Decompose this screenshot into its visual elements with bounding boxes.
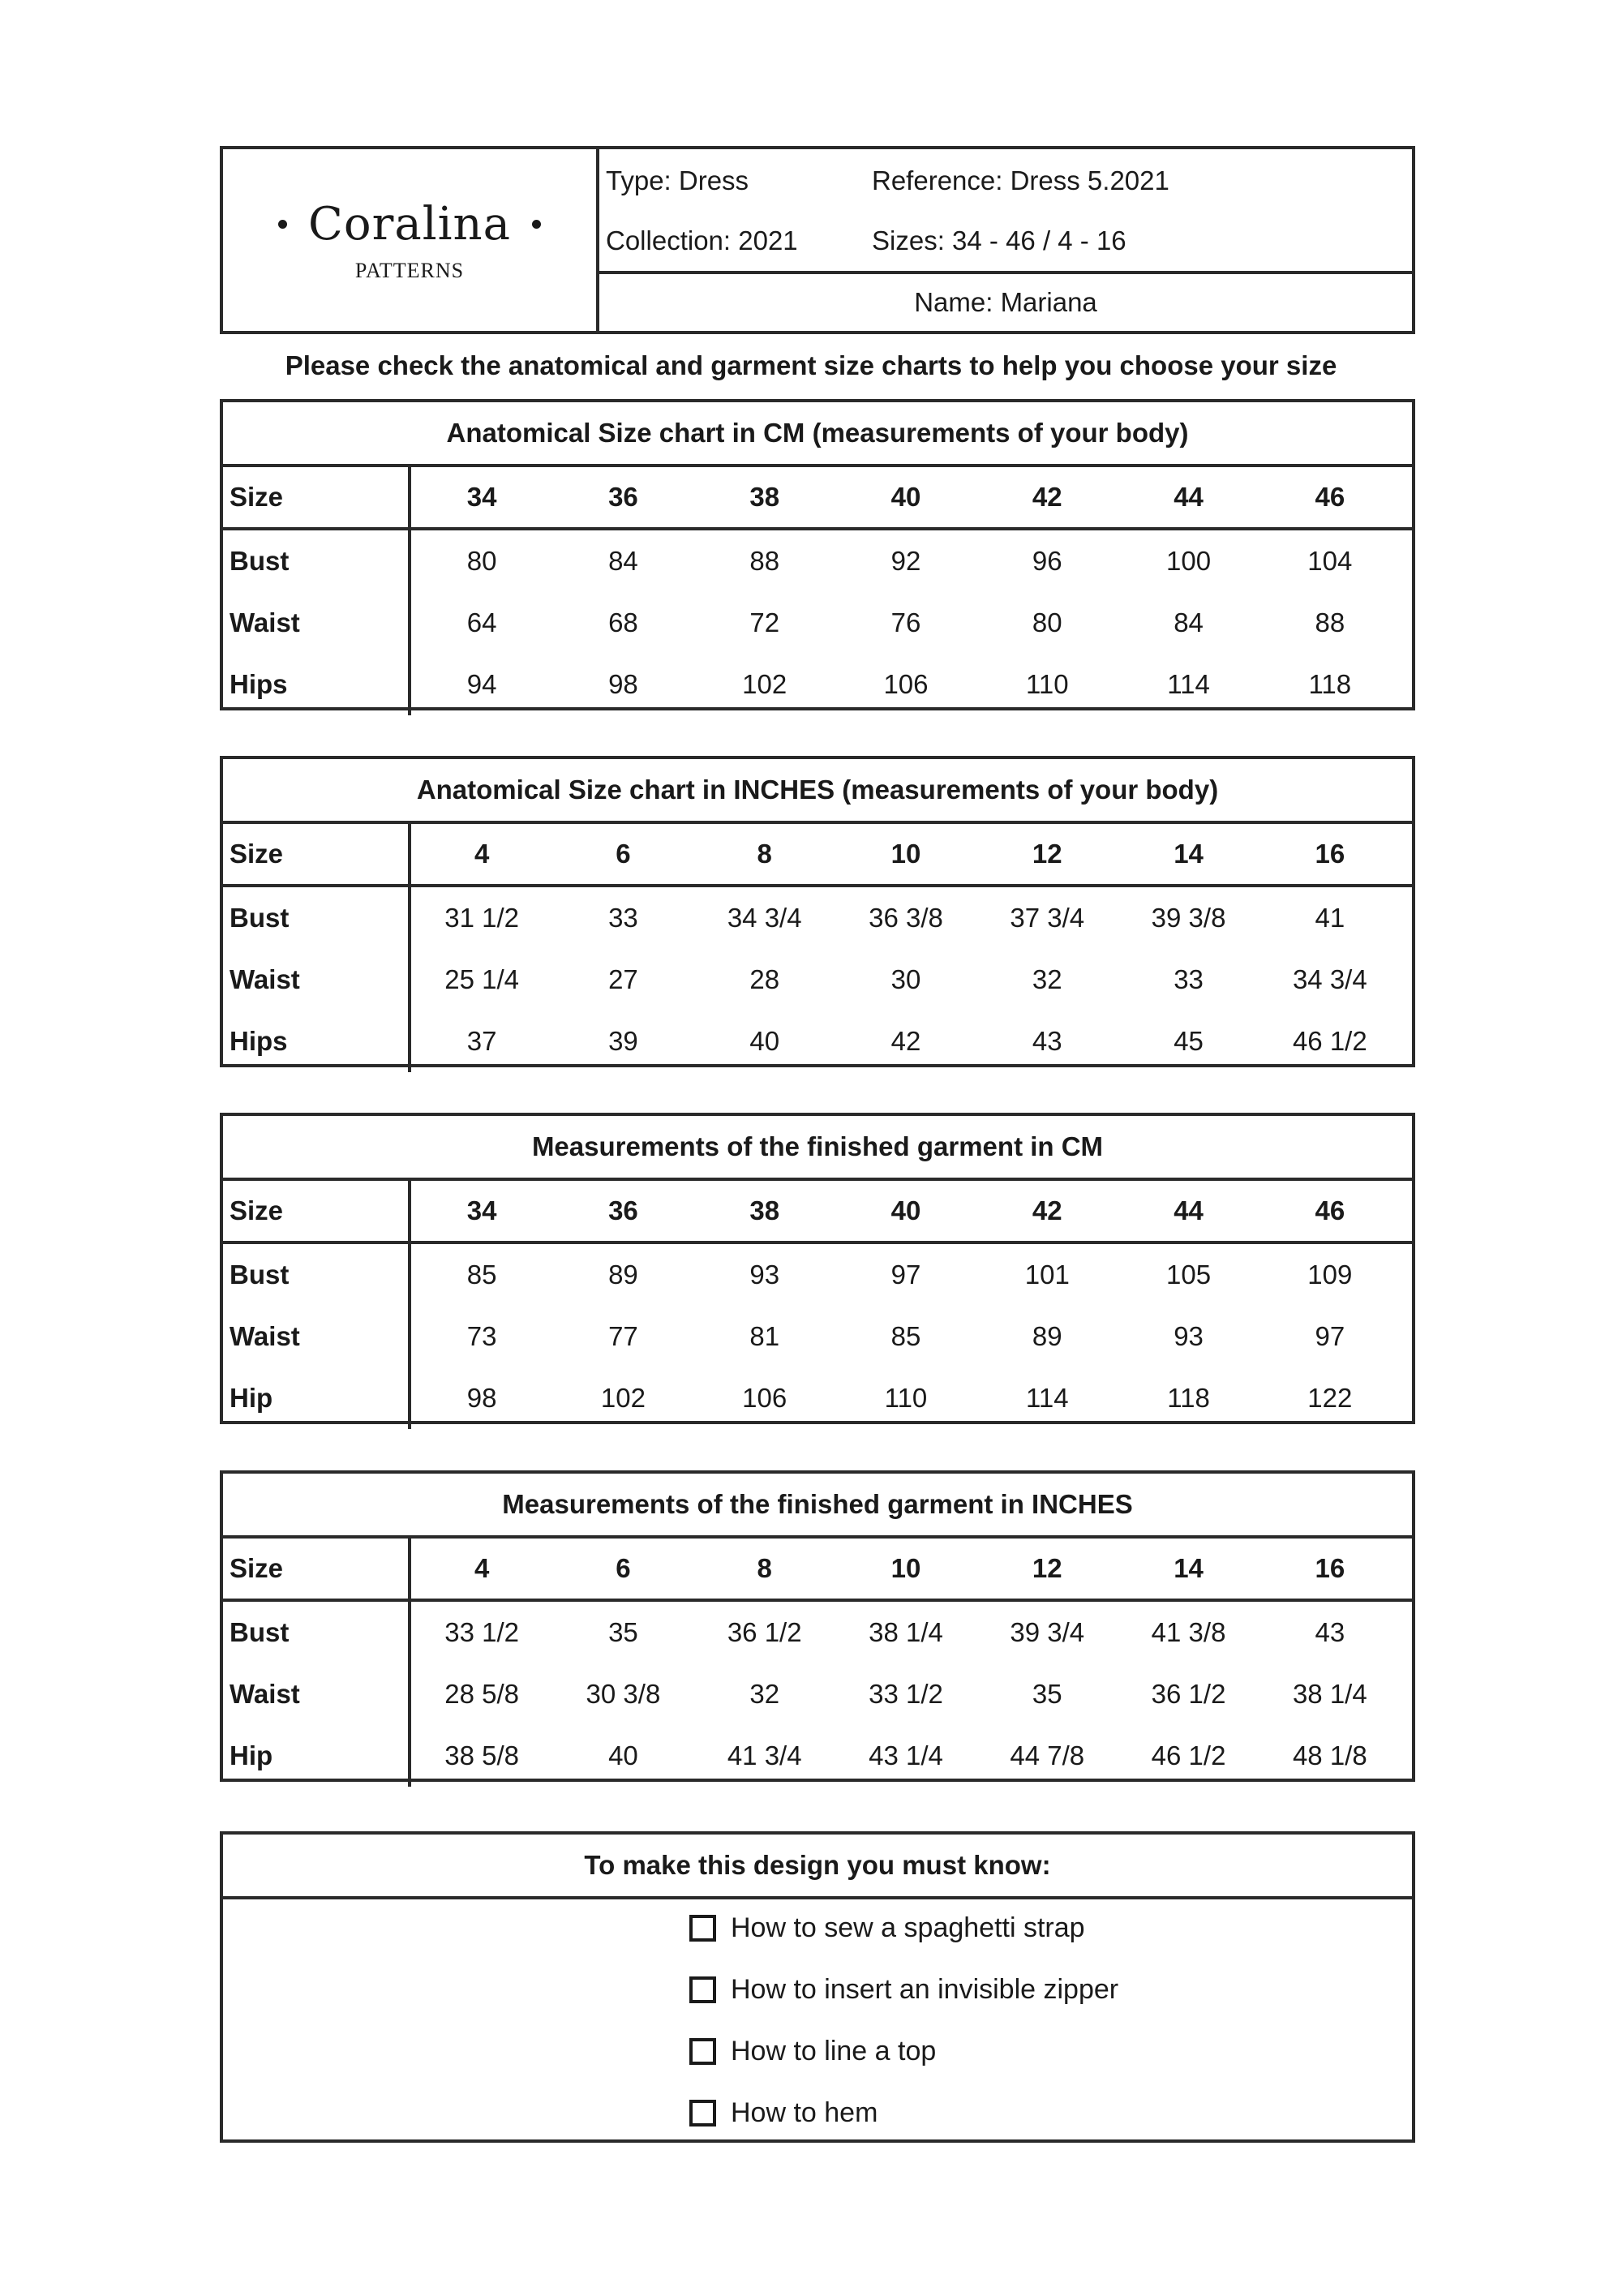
size-header-row bbox=[223, 1181, 1412, 1244]
measurement-cell: 28 bbox=[749, 964, 780, 994]
measurement-cell: 39 3/8 bbox=[1151, 903, 1226, 933]
measurement-cell: 96 bbox=[1032, 546, 1062, 576]
skill-checkbox[interactable] bbox=[689, 2100, 716, 2126]
measurement-cell: 36 1/2 bbox=[727, 1617, 802, 1647]
measurement-cell: 34 3/4 bbox=[1292, 964, 1367, 994]
pattern-reference: Reference: Dress 5.2021 bbox=[872, 165, 1169, 195]
brand-subtitle: PATTERNS bbox=[354, 258, 465, 282]
size-table bbox=[220, 1113, 1415, 1424]
size-header-cell: 6 bbox=[616, 839, 631, 869]
skill-label: How to sew a spaghetti strap bbox=[731, 1912, 1085, 1943]
size-header-cell: 40 bbox=[890, 482, 921, 512]
measurement-cell: 109 bbox=[1307, 1260, 1353, 1290]
measurement-cell: 88 bbox=[1315, 607, 1345, 637]
measurement-cell: 68 bbox=[608, 607, 638, 637]
measurement-cell: 43 1/4 bbox=[869, 1740, 943, 1770]
size-header-cell: 46 bbox=[1315, 1195, 1345, 1225]
measurement-row bbox=[223, 530, 1412, 592]
measurement-cell: 42 bbox=[890, 1026, 921, 1056]
measurement-label: Waist bbox=[223, 592, 411, 654]
size-header-cell: 34 bbox=[466, 1195, 497, 1225]
skill-checkbox[interactable] bbox=[689, 1976, 716, 2003]
measurement-cell: 64 bbox=[466, 607, 497, 637]
measurement-cell: 110 bbox=[884, 1383, 928, 1413]
size-header-cell: 16 bbox=[1315, 1553, 1345, 1583]
measurement-cell: 46 1/2 bbox=[1151, 1740, 1226, 1770]
measurement-cell: 80 bbox=[466, 546, 497, 576]
measurement-cell: 85 bbox=[890, 1321, 921, 1351]
measurement-cell: 89 bbox=[1032, 1321, 1062, 1351]
size-header-cell: 38 bbox=[749, 482, 780, 512]
size-table bbox=[220, 1470, 1415, 1782]
measurement-cell: 118 bbox=[1308, 669, 1352, 699]
measurement-row bbox=[223, 1244, 1412, 1306]
measurement-cell: 31 1/2 bbox=[444, 903, 520, 933]
measurement-label: Hip bbox=[223, 1367, 411, 1429]
pattern-header bbox=[220, 146, 1415, 334]
size-header-cell: 4 bbox=[474, 1553, 490, 1583]
measurement-cell: 38 1/4 bbox=[1292, 1679, 1367, 1709]
brand-name: Coralina bbox=[308, 197, 511, 251]
size-header-cell: 34 bbox=[466, 482, 497, 512]
measurement-cell: 76 bbox=[890, 607, 921, 637]
measurement-cell: 45 bbox=[1174, 1026, 1204, 1056]
intro-text: Please check the anatomical and garment size charts to help you choose your size bbox=[285, 350, 1337, 380]
measurement-cell: 38 1/4 bbox=[869, 1617, 943, 1647]
measurement-cell: 85 bbox=[466, 1260, 497, 1290]
pattern-collection: Collection: 2021 bbox=[606, 225, 798, 255]
measurement-cell: 104 bbox=[1307, 546, 1353, 576]
size-header-cell: 8 bbox=[757, 1553, 772, 1583]
measurement-cell: 34 3/4 bbox=[727, 903, 802, 933]
size-table bbox=[220, 399, 1415, 710]
size-header-row bbox=[223, 467, 1412, 530]
measurement-label: Bust bbox=[223, 1602, 411, 1663]
measurement-cell: 77 bbox=[608, 1321, 638, 1351]
measurement-cell: 81 bbox=[749, 1321, 780, 1351]
measurement-row bbox=[223, 1367, 1412, 1429]
measurement-cell: 41 bbox=[1315, 903, 1345, 933]
measurement-cell: 43 bbox=[1315, 1617, 1345, 1647]
size-header-cell: 4 bbox=[474, 839, 490, 869]
size-header-row bbox=[223, 824, 1412, 887]
size-header-cell: 44 bbox=[1174, 482, 1204, 512]
size-header-cell: 12 bbox=[1032, 839, 1062, 869]
pattern-type: Type: Dress bbox=[606, 165, 749, 195]
measurement-cell: 88 bbox=[749, 546, 780, 576]
measurement-cell: 97 bbox=[890, 1260, 921, 1290]
size-header-row bbox=[223, 1539, 1412, 1602]
measurement-cell: 110 bbox=[1025, 669, 1069, 699]
measurement-row bbox=[223, 1306, 1412, 1367]
measurement-row bbox=[223, 592, 1412, 654]
measurement-cell: 106 bbox=[883, 669, 929, 699]
measurement-cell: 35 bbox=[608, 1617, 638, 1647]
size-header-cell: 10 bbox=[890, 1553, 921, 1583]
measurement-cell: 106 bbox=[742, 1383, 787, 1413]
measurement-cell: 39 3/4 bbox=[1010, 1617, 1085, 1647]
measurement-cell: 102 bbox=[600, 1383, 646, 1413]
size-table-title: Measurements of the finished garment in INCHES bbox=[223, 1474, 1412, 1539]
measurement-cell: 118 bbox=[1167, 1383, 1210, 1413]
measurement-label: Bust bbox=[223, 1244, 411, 1306]
measurement-cell: 40 bbox=[608, 1740, 638, 1770]
measurement-cell: 114 bbox=[1025, 1383, 1069, 1413]
size-header-cell: 14 bbox=[1174, 839, 1204, 869]
size-header-cell: 36 bbox=[608, 482, 638, 512]
measurement-cell: 33 bbox=[1174, 964, 1204, 994]
measurement-cell: 105 bbox=[1166, 1260, 1212, 1290]
measurement-cell: 114 bbox=[1167, 669, 1210, 699]
measurement-cell: 92 bbox=[890, 546, 921, 576]
size-header-cell: 44 bbox=[1174, 1195, 1204, 1225]
measurement-cell: 98 bbox=[466, 1383, 497, 1413]
size-header-label: Size bbox=[223, 1539, 411, 1599]
size-header-cell: 16 bbox=[1315, 839, 1345, 869]
pattern-info bbox=[599, 149, 1412, 331]
skill-label: How to line a top bbox=[731, 2036, 937, 2066]
size-header-cell: 10 bbox=[890, 839, 921, 869]
measurement-cell: 94 bbox=[466, 669, 497, 699]
measurement-cell: 27 bbox=[608, 964, 638, 994]
measurement-cell: 122 bbox=[1307, 1383, 1353, 1413]
measurement-cell: 84 bbox=[1174, 607, 1204, 637]
measurement-label: Bust bbox=[223, 887, 411, 949]
size-table bbox=[220, 756, 1415, 1067]
measurement-cell: 32 bbox=[1032, 964, 1062, 994]
size-header-cell: 42 bbox=[1032, 482, 1062, 512]
measurement-cell: 30 bbox=[890, 964, 921, 994]
measurement-row bbox=[223, 949, 1412, 1011]
measurement-cell: 43 bbox=[1032, 1026, 1062, 1056]
size-header-cell: 38 bbox=[749, 1195, 780, 1225]
measurement-cell: 100 bbox=[1166, 546, 1212, 576]
size-table-title: Anatomical Size chart in INCHES (measurements of your body) bbox=[223, 759, 1412, 824]
measurement-cell: 89 bbox=[608, 1260, 638, 1290]
measurement-cell: 41 3/4 bbox=[727, 1740, 802, 1770]
size-header-label: Size bbox=[223, 1181, 411, 1241]
measurement-cell: 39 bbox=[608, 1026, 638, 1056]
measurement-cell: 33 1/2 bbox=[869, 1679, 943, 1709]
measurement-cell: 72 bbox=[749, 607, 780, 637]
size-header-label: Size bbox=[223, 467, 411, 527]
measurement-label: Hips bbox=[223, 654, 411, 715]
skill-checkbox[interactable] bbox=[689, 2038, 716, 2065]
size-header-cell: 6 bbox=[616, 1553, 631, 1583]
size-header-cell: 8 bbox=[757, 839, 772, 869]
measurement-cell: 41 3/8 bbox=[1151, 1617, 1226, 1647]
measurement-cell: 30 3/8 bbox=[586, 1679, 661, 1709]
measurement-cell: 37 3/4 bbox=[1010, 903, 1085, 933]
measurement-cell: 93 bbox=[749, 1260, 780, 1290]
measurement-row bbox=[223, 1011, 1412, 1072]
size-header-label: Size bbox=[223, 824, 411, 884]
bullet-dot-icon bbox=[532, 220, 541, 229]
measurement-cell: 40 bbox=[749, 1026, 780, 1056]
pattern-name: Name: Mariana bbox=[914, 287, 1097, 317]
measurement-cell: 33 1/2 bbox=[444, 1617, 520, 1647]
skill-checkbox[interactable] bbox=[689, 1915, 716, 1942]
measurement-cell: 97 bbox=[1315, 1321, 1345, 1351]
measurement-row bbox=[223, 1602, 1412, 1663]
measurement-label: Bust bbox=[223, 530, 411, 592]
measurement-cell: 93 bbox=[1174, 1321, 1204, 1351]
measurement-cell: 35 bbox=[1032, 1679, 1062, 1709]
size-header-cell: 14 bbox=[1174, 1553, 1204, 1583]
measurement-cell: 38 5/8 bbox=[444, 1740, 520, 1770]
size-table-title: Anatomical Size chart in CM (measurements of your body) bbox=[223, 402, 1412, 467]
measurement-row bbox=[223, 1725, 1412, 1787]
measurement-cell: 36 3/8 bbox=[869, 903, 943, 933]
skill-label: How to insert an invisible zipper bbox=[731, 1974, 1119, 2005]
measurement-cell: 32 bbox=[749, 1679, 780, 1709]
measurement-cell: 101 bbox=[1024, 1260, 1070, 1290]
size-table-title: Measurements of the finished garment in CM bbox=[223, 1116, 1412, 1181]
skill-item[interactable] bbox=[689, 2097, 878, 2129]
measurement-label: Waist bbox=[223, 1663, 411, 1725]
skill-item[interactable] bbox=[689, 2036, 936, 2067]
skills-title: To make this design you must know: bbox=[223, 1835, 1412, 1899]
size-header-cell: 12 bbox=[1032, 1553, 1062, 1583]
skill-item[interactable] bbox=[689, 1974, 1118, 2006]
measurement-cell: 98 bbox=[608, 669, 638, 699]
measurement-cell: 25 1/4 bbox=[444, 964, 520, 994]
skill-item[interactable] bbox=[689, 1912, 1085, 1944]
measurement-cell: 48 1/8 bbox=[1292, 1740, 1367, 1770]
measurement-label: Hips bbox=[223, 1011, 411, 1072]
pattern-sizes: Sizes: 34 - 46 / 4 - 16 bbox=[872, 225, 1126, 255]
measurement-label: Waist bbox=[223, 949, 411, 1011]
measurement-row bbox=[223, 654, 1412, 715]
size-header-cell: 42 bbox=[1032, 1195, 1062, 1225]
skills-box bbox=[220, 1831, 1415, 2143]
size-header-cell: 46 bbox=[1315, 482, 1345, 512]
measurement-cell: 73 bbox=[466, 1321, 497, 1351]
bullet-dot-icon bbox=[278, 220, 287, 229]
size-header-cell: 40 bbox=[890, 1195, 921, 1225]
brand-logo bbox=[223, 149, 599, 331]
measurement-cell: 84 bbox=[608, 546, 638, 576]
measurement-label: Hip bbox=[223, 1725, 411, 1787]
measurement-row bbox=[223, 887, 1412, 949]
measurement-cell: 28 5/8 bbox=[444, 1679, 520, 1709]
measurement-cell: 37 bbox=[466, 1026, 497, 1056]
skill-label: How to hem bbox=[731, 2097, 878, 2128]
measurement-cell: 102 bbox=[742, 669, 787, 699]
size-header-cell: 36 bbox=[608, 1195, 638, 1225]
measurement-cell: 80 bbox=[1032, 607, 1062, 637]
measurement-cell: 33 bbox=[608, 903, 638, 933]
measurement-label: Waist bbox=[223, 1306, 411, 1367]
measurement-cell: 36 1/2 bbox=[1151, 1679, 1226, 1709]
measurement-cell: 44 7/8 bbox=[1010, 1740, 1085, 1770]
measurement-row bbox=[223, 1663, 1412, 1725]
measurement-cell: 46 1/2 bbox=[1292, 1026, 1367, 1056]
